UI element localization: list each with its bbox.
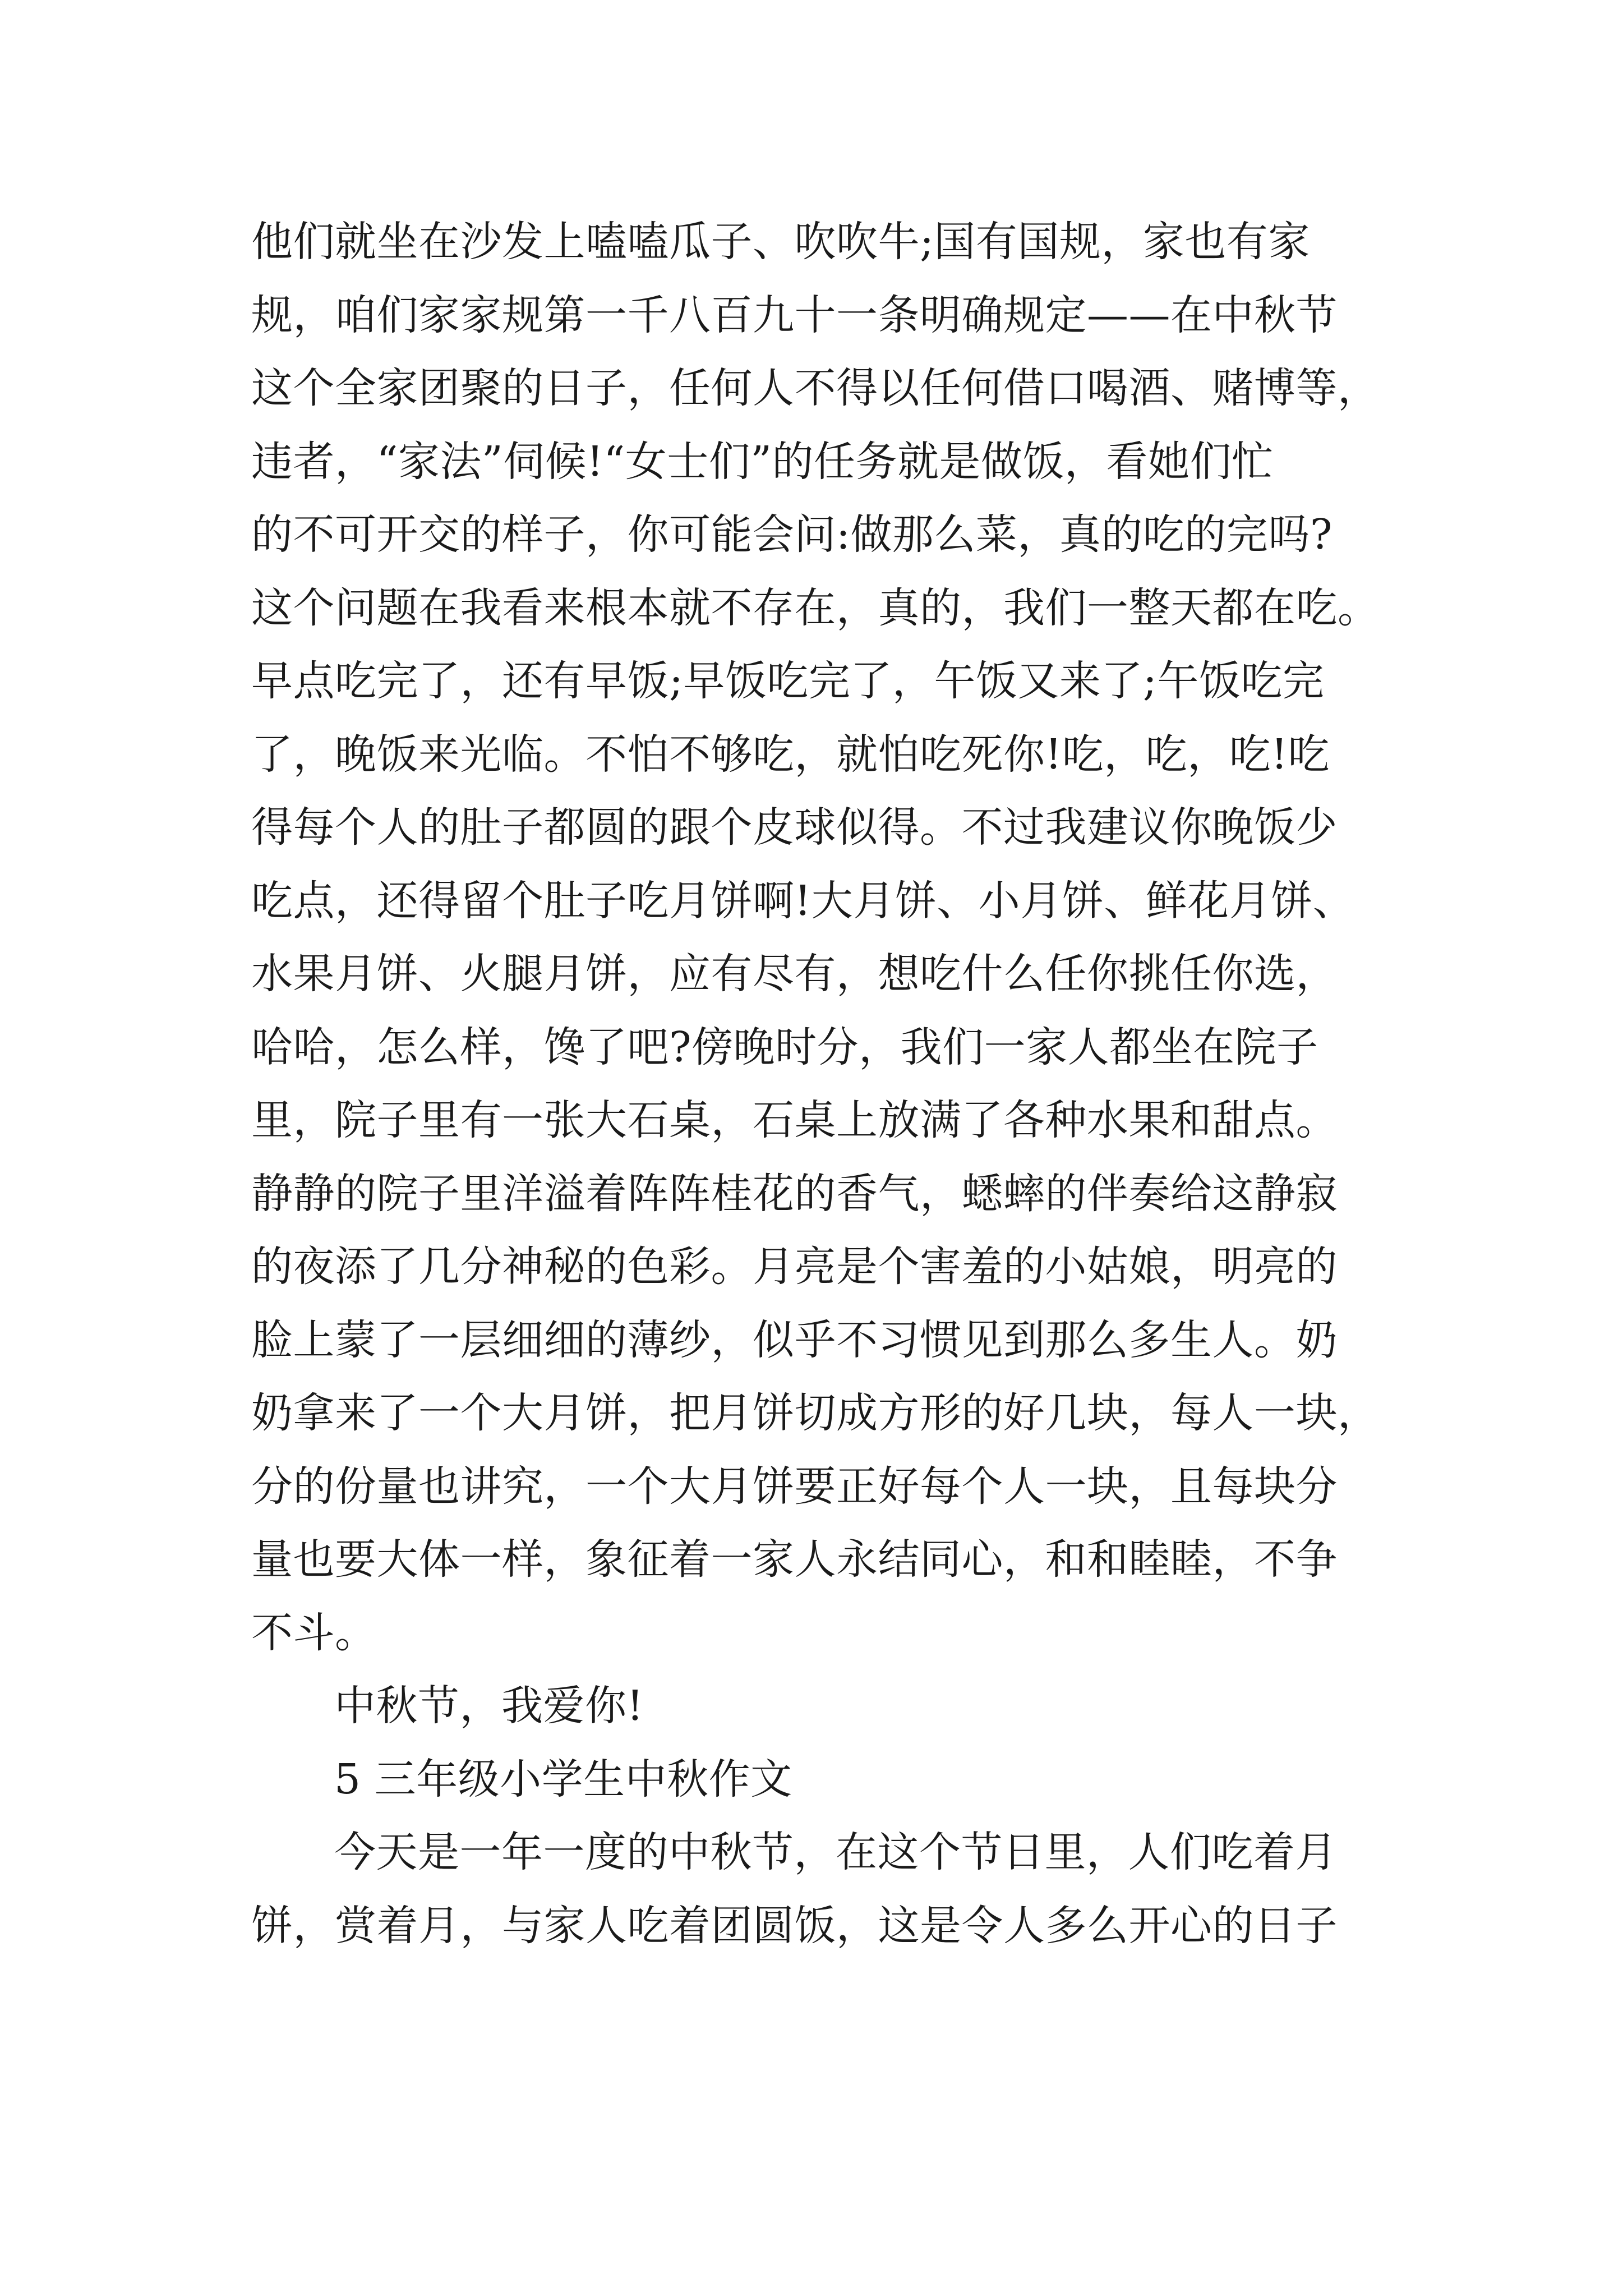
text-line: 水果月饼、火腿月饼，应有尽有，想吃什么任你挑任你选， — [251, 950, 1338, 998]
text-line: 早点吃完了，还有早饭;早饭吃完了，午饭又来了;午饭吃完 — [251, 657, 1325, 705]
section-heading: 5 三年级小学生中秋作文 — [334, 1755, 792, 1803]
document-body — [251, 205, 1402, 1962]
text-line: 的不可开交的样子，你可能会问:做那么菜，真的吃的完吗? — [251, 510, 1333, 559]
text-line: 量也要大体一样，象征着一家人永结同心，和和睦睦，不争 — [251, 1535, 1338, 1584]
text-line: 的夜添了几分神秘的色彩。月亮是个害羞的小姑娘，明亮的 — [251, 1243, 1338, 1291]
text-line: 今天是一年一度的中秋节，在这个节日里，人们吃着月 — [334, 1828, 1337, 1876]
text-line: 里，院子里有一张大石桌，石桌上放满了各种水果和甜点。 — [251, 1096, 1338, 1144]
text-line: 他们就坐在沙发上嗑嗑瓜子、吹吹牛;国有国规，家也有家 — [251, 218, 1310, 266]
text-line: 奶拿来了一个大月饼，把月饼切成方形的好几块，每人一块， — [251, 1389, 1380, 1437]
text-line: 了，晚饭来光临。不怕不够吃，就怕吃死你!吃，吃，吃!吃 — [251, 730, 1330, 779]
text-line: 静静的院子里洋溢着阵阵桂花的香气，蟋蟀的伴奏给这静寂 — [251, 1169, 1338, 1218]
text-line: 不斗。 — [251, 1608, 377, 1657]
text-line: 这个全家团聚的日子，任何人不得以任何借口喝酒、赌博等， — [251, 364, 1380, 412]
text-line: 这个问题在我看来根本就不存在，真的，我们一整天都在吃。 — [251, 583, 1380, 632]
text-line: 违者，“家法”伺候!“女士们”的任务就是做饭，看她们忙 — [251, 437, 1274, 486]
text-line: 规，咱们家家规第一千八百九十一条明确规定——在中秋节 — [251, 291, 1338, 339]
text-line: 饼，赏着月，与家人吃着团圆饭，这是令人多么开心的日子 — [251, 1901, 1338, 1950]
text-line: 分的份量也讲究，一个大月饼要正好每个人一块，且每块分 — [251, 1462, 1338, 1511]
text-line: 哈哈，怎么样，馋了吧?傍晚时分，我们一家人都坐在院子 — [251, 1023, 1318, 1071]
text-line: 得每个人的肚子都圆的跟个皮球似得。不过我建议你晚饭少 — [251, 803, 1338, 852]
text-line: 脸上蒙了一层细细的薄纱，似乎不习惯见到那么多生人。奶 — [251, 1315, 1338, 1364]
text-line: 吃点，还得留个肚子吃月饼啊!大月饼、小月饼、鲜花月饼、 — [251, 876, 1355, 925]
text-line: 中秋节，我爱你! — [334, 1682, 644, 1730]
